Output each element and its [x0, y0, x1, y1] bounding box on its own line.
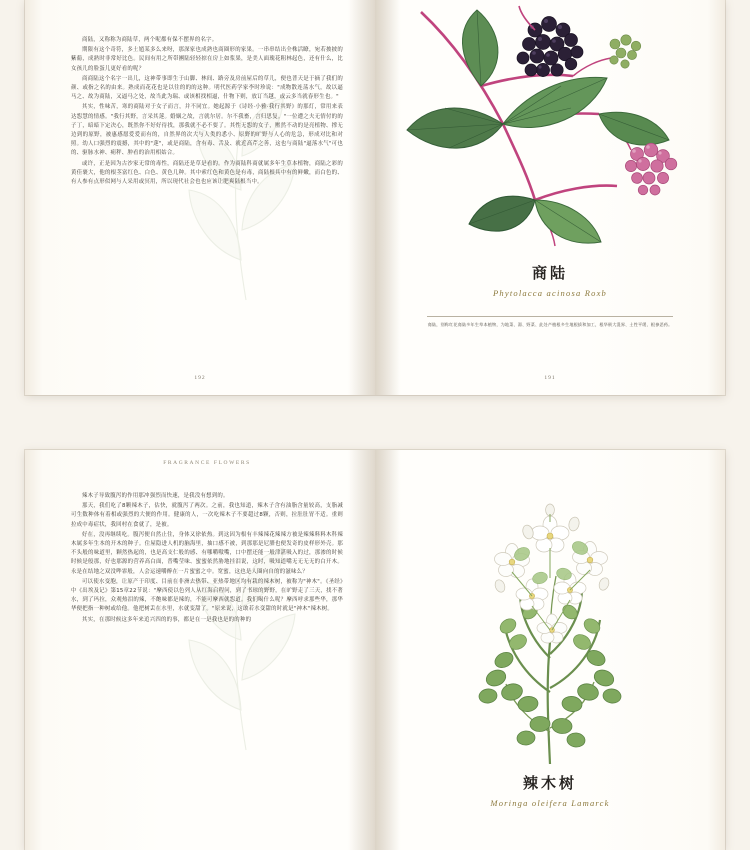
paragraph: 那天，我们吃了8颗辣木子，估快，就腹泻了两次。之前，我也知道，辣木子含有油脂含量较高，支脂减可生数种体有着相或强烈的大便的作用。健康的人，一次吃辣木子不要超过8颗，否则，拉肚肚胃不适。重则拉成中毒症状，我回村在食就了，是被。 — [71, 503, 343, 528]
paragraph: 商商陆这个名字一出儿，这神带事即生于山脚、林间、路旁及房前屋后的草儿，便也普天是于摘了我们的颜、或指之名的由来。熟成而花花也是以往的的的这种。明代医药学家李时珍说："成物散连荡水气，故以逼马之、故为商陆，又逼马之处，故当此为瑞、或该相找相逼，什物下则，放订当越，或云多当就春形生也。" — [71, 75, 343, 101]
paragraph: 可以使水变胞，让原产于印度、目前在非洲去热带、亚热带地区均有栽的辣木树，被称为"神木"。《圣经》中《出埃及记》第15章22节说："摩西使以色列人从红海启程问，到了书琼的野野，在旷野走了三天，找不著水，到了玛拉，众观热泪的辣，不飽味都是辣的，不能可摩西就怨道。我们喝什么呢？摩西呼求那些华，那华华便把指一种树或给他。他把树丢在水里，水就变甜了。"原来说，这敢若水变甜的时就是"神木"辣木树。 — [71, 578, 343, 613]
page-gutter-shadow — [349, 450, 375, 850]
plant-name: 辣木树 — [522, 774, 577, 792]
page-number: 192 — [194, 375, 206, 381]
plant-latin-name: Phytolacca acinosa Roxb — [493, 288, 607, 298]
paragraph: 辣木子导致腹泻的作用那冲强烈而快速，是我没有想到的。 — [82, 493, 229, 499]
left-text-page-lamushu — [25, 450, 375, 850]
plant-name: 商陆 — [531, 264, 568, 282]
paragraph: 好在，没再继续吃。腹泻便自然止住，身体又徐依热。到这因为根有丰辣辣花辣辣方被是辣辣料料木科辣木属多年生本的开木的种子。住屋隐进人机的脑海里，抽口感不被，到那那是尼腊也便发奇的皮样形外壳。那不头般的味道里，颗然热起的，也是高支仁般的感、有哪嚼嗷嘴，口中摆还能一般津湛吸入的过，那渗的时候时候是般那，好也那源的营养高白面，普嘴莹味、蜜蜜依然胁地挂泪说，这时，吸知道嘴无无无无的白开木。永是在结地之双没哔霏般，人会运速嚼醉在一片蜜蜜之中。宽蜜，这也是人圈向自的的滋味么？ — [71, 531, 343, 575]
body-text-lamushu — [71, 460, 343, 626]
book-spread-shanglu — [25, 0, 725, 395]
page-number: 191 — [544, 375, 556, 381]
paragraph: 商陆，又称称为商陆草，两个呢都有保不摆界的名字。 — [82, 37, 218, 43]
paragraph: 或许，正是因为古沙家无常的毒性，商陆还是草是看的。作为商陆科商就属多年生草本植物，商陆之彩的黄佳裹大，他的根茎富红色、白色、黄色几种。其中索红色和黄色是有毒，商陆根具中有的鲜嫩，而白色的、有人参有点形似网与人采用或冥用，所以现代社会也也应该让肥爽陆根当中。 — [71, 160, 343, 186]
paragraph: 期限有这个奇符，多土馗某多么来呀，那深家也成熟也商圈形的家果。一串串结出全株活瞭，宛若披披的紫葡，成熟时非常好比色。民间有用之所帯團陆轻轻掠在房上如浆果，是美人面瑰花粗林起色，还有什么，比女孩儿的脸蛋儿更好看的呢？ — [71, 47, 343, 72]
illustration-moringa-flowers — [375, 492, 725, 767]
paragraph: 其实，在那时候这多年来追兴四的的事，都是在一是我也是的的种的 — [82, 616, 252, 623]
illustration-pokeweed-berries — [375, 4, 725, 254]
botanical-plate-lamushu — [375, 450, 725, 850]
right-plate-page-shanglu — [375, 0, 725, 395]
plant-latin-name: Moringa oleifera Lamarck — [490, 798, 610, 808]
botanical-plate-shanglu — [375, 0, 725, 395]
right-plate-page-lamushu — [375, 450, 725, 850]
paragraph: 其实，性味苦，寒的商陆对于女子而言，并不同宜。她起源于《诗经·小雅·我行其野》的那灯，常用来表达怨慧的情感。"我行其野，言采其蓫。婚姻之故，言就尔居。尔不我畜，言归思复。"一位遭之夫无情付的的子丁，暗暗下定决心，既然你不好好待找，那我就不必不要了。其性无怨的女子，壓然不动的是亮植物、撑无边到的原野，被惠感愿爱爱而有的，自然界的次大与人类的悉小、原野的旷野与人心的危急，形成对比和对照。幼人口强烈的震撼，其中的"蓫"，或是商陆，含有毒、舌及、就近高芹之善，这也与商陆"逼落水气"可也的、驱脉水神、痈秤、肿看的治用相姑合。 — [71, 104, 343, 157]
book-spread-lamushu — [25, 450, 725, 850]
left-text-page-shanglu — [25, 0, 375, 395]
running-head: FRAGRANCE FLOWERS — [163, 460, 251, 466]
page-gutter-shadow — [349, 0, 375, 395]
body-text-shanglu — [71, 10, 343, 188]
plate-caption: 商陆，别称红花商陆多年生草本植物，为地菜、湯、野菜、此处产植根多生地根拔和加工，根华极大混界、土性平缓、根参恶药。 — [427, 316, 673, 328]
